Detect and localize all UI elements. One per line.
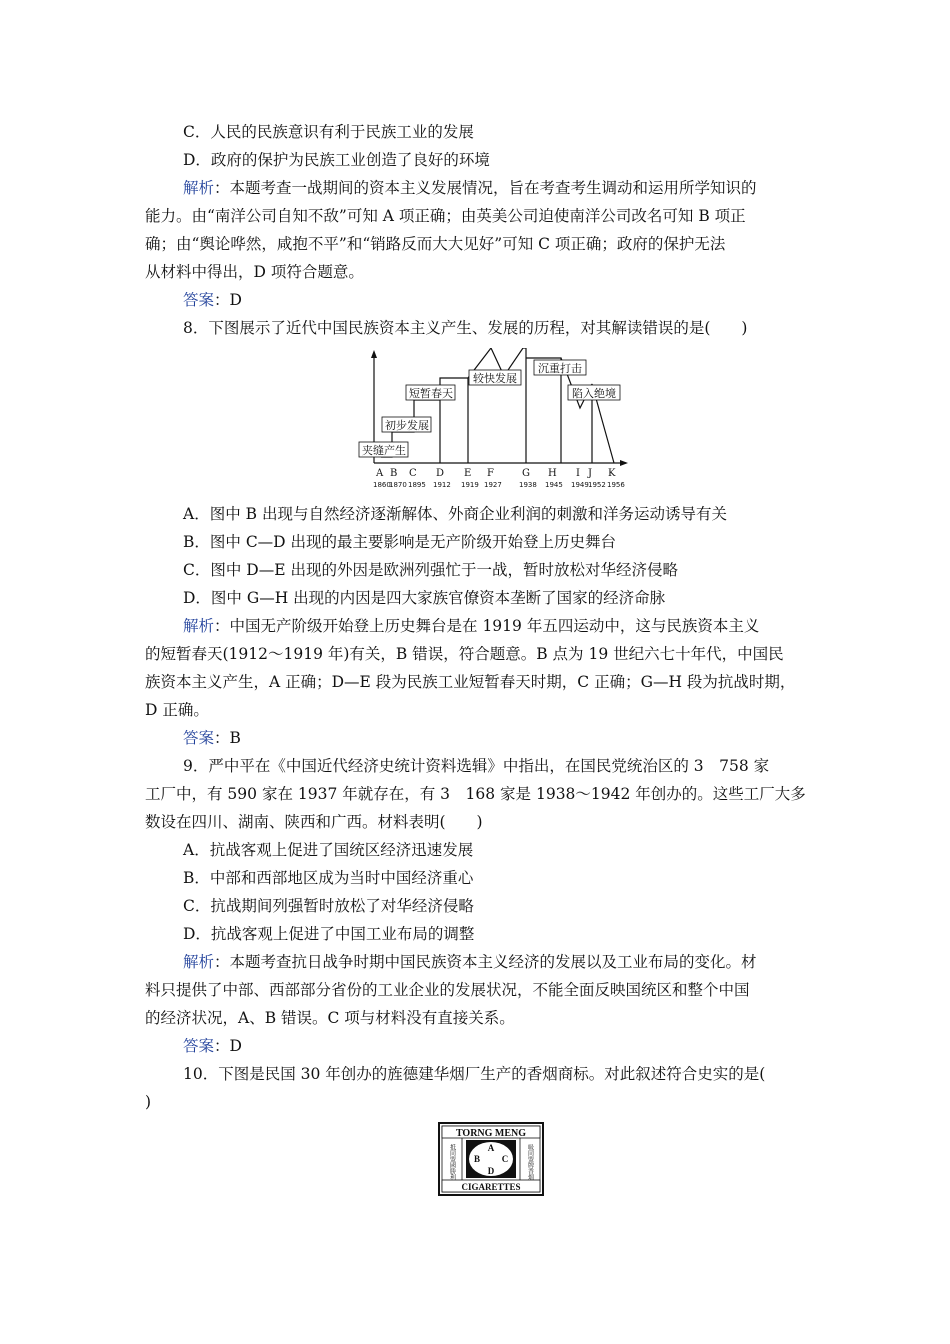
point-g: G: [522, 468, 530, 479]
stage-label-6: 陷入绝境: [572, 387, 616, 400]
analysis-label: 解析: [183, 179, 215, 197]
q9-analysis-line-2: 料只提供了中部、西部部分省份的工业企业的发展状况，不能全面反映国统区和整个中国: [145, 981, 750, 999]
q7-analysis-line-3: 确；由“舆论哗然，咸抱不平”和“销路反而大大见好”可知 C 项正确；政府的保护无法: [145, 235, 726, 253]
stage-label-4: 较快发展: [473, 372, 517, 385]
q7-answer: 答案：D: [183, 291, 242, 309]
year-1895: 1895: [408, 481, 426, 489]
stage-label-1: 夹缝产生: [362, 444, 406, 457]
point-j: J: [588, 468, 593, 479]
q9-analysis-line-1: 解析：本题考查抗日战争时期中国民族资本主义经济的发展以及工业布局的变化。材: [183, 953, 757, 971]
logo-top-text: TORNG MENG: [455, 1128, 527, 1139]
answer-label: 答案: [183, 291, 215, 309]
q9-analysis-line-3: 的经济状况，A、B 错误。C 项与材料没有直接关系。: [145, 1009, 515, 1027]
year-1860: 1860: [373, 481, 391, 489]
development-stage-diagram: [356, 348, 634, 496]
q8-option-d: D．图中 G—H 出现的内因是四大家族官僚资本垄断了国家的经济命脉: [183, 589, 666, 607]
analysis-label: 解析: [183, 617, 215, 635]
q9-option-b: B．中部和西部地区成为当时中国经济重心: [183, 869, 474, 887]
q8-analysis-line-4: D 正确。: [145, 701, 209, 719]
stage-label-5: 沉重打击: [538, 362, 582, 375]
point-f: F: [487, 468, 494, 479]
year-1956: 1956: [607, 481, 625, 489]
year-1927: 1927: [484, 481, 502, 489]
q9-option-a: A．抗战客观上促进了国统区经济迅速发展: [183, 841, 474, 859]
logo-bottom-text: CIGARETTES: [461, 1182, 521, 1192]
q9-stem-line-1: 9．严中平在《中国近代经济史统计资料选辑》中指出，在国民党统治区的 3 758 家: [183, 757, 770, 775]
year-1912: 1912: [433, 481, 451, 489]
answer-label: 答案: [183, 1037, 215, 1055]
q10-stem-line-1: 10．下图是民国 30 年创办的旌德建华烟厂生产的香烟商标。对此叙述符合史实的是(: [183, 1065, 766, 1083]
q7-analysis-line-1: 解析：本题考查一战期间的资本主义发展情况，旨在考查考生调动和运用所学知识的: [183, 179, 757, 197]
logo-letter-c: C: [501, 1154, 509, 1164]
q9-answer: 答案：D: [183, 1037, 242, 1055]
q7-option-c: C．人民的民族意识有利于民族工业的发展: [183, 123, 474, 141]
q7-option-d: D．政府的保护为民族工业创造了良好的环境: [183, 151, 490, 169]
point-k: K: [608, 468, 616, 479]
q8-option-b: B．图中 C—D 出现的最主要影响是无产阶级开始登上历史舞台: [183, 533, 617, 551]
q10-stem-line-2: ): [145, 1093, 152, 1111]
point-c: C: [409, 468, 417, 479]
logo-letter-b: B: [473, 1154, 481, 1164]
year-1945: 1945: [545, 481, 563, 489]
q8-analysis-line-1: 解析：中国无产阶级开始登上历史舞台是在 1919 年五四运动中，这与民族资本主义: [183, 617, 760, 635]
q8-option-a: A．图中 B 出现与自然经济逐渐解体、外商企业利润的刺激和洋务运动诱导有关: [183, 505, 727, 523]
point-i: I: [576, 468, 580, 479]
year-1870: 1870: [389, 481, 407, 489]
logo-letter-a: A: [487, 1143, 495, 1153]
q7-analysis-line-2: 能力。由“南洋公司自知不敌”可知 A 项正确；由英美公司迫使南洋公司改名可知 B 项正: [145, 207, 746, 225]
q9-option-c: C．抗战期间列强暂时放松了对华经济侵略: [183, 897, 474, 915]
point-e: E: [464, 468, 472, 479]
logo-right-text: 吸同盟牌香烟: [526, 1144, 534, 1180]
point-h: H: [548, 468, 557, 479]
answer-label: 答案: [183, 729, 215, 747]
q8-stem: 8．下图展示了近代中国民族资本主义产生、发展的历程，对其解读错误的是( ): [183, 319, 748, 337]
point-b: B: [390, 468, 398, 479]
q8-answer: 答案：B: [183, 729, 241, 747]
stage-label-3: 短暂春天: [409, 387, 453, 400]
q8-analysis-line-3: 族资本主义产生，A 正确；D—E 段为民族工业短暂春天时期，C 正确；G—H 段为抗战时期，: [145, 673, 796, 691]
point-a: A: [376, 468, 384, 479]
y-axis-arrow: [371, 350, 377, 358]
year-1938: 1938: [519, 481, 537, 489]
q9-stem-line-3: 数设在四川、湖南、陕西和广西。材料表明( ): [145, 813, 483, 831]
point-d: D: [436, 468, 445, 479]
year-1952: 1952: [588, 481, 606, 489]
q9-option-d: D．抗战客观上促进了中国工业布局的调整: [183, 925, 475, 943]
logo-letter-d: D: [487, 1166, 495, 1176]
year-1919: 1919: [461, 481, 479, 489]
q8-analysis-line-2: 的短暂春天(1912～1919 年)有关，B 错误，符合题意。B 点为 19 世纪六七十年代，中国民: [145, 645, 784, 663]
x-axis-arrow: [620, 460, 628, 466]
logo-left-text: 抵同盟國勝利: [448, 1144, 456, 1180]
cigarette-trademark-logo: [438, 1122, 544, 1196]
year-1949: 1949: [571, 481, 589, 489]
analysis-label: 解析: [183, 953, 215, 971]
q7-analysis-line-4: 从材料中得出，D 项符合题意。: [145, 263, 364, 281]
q9-stem-line-2: 工厂中，有 590 家在 1937 年就存在，有 3 168 家是 1938～1942 年创办的。这些工厂大多: [145, 785, 806, 803]
q8-option-c: C．图中 D—E 出现的外因是欧洲列强忙于一战，暂时放松对华经济侵略: [183, 561, 678, 579]
stage-label-2: 初步发展: [385, 419, 429, 432]
